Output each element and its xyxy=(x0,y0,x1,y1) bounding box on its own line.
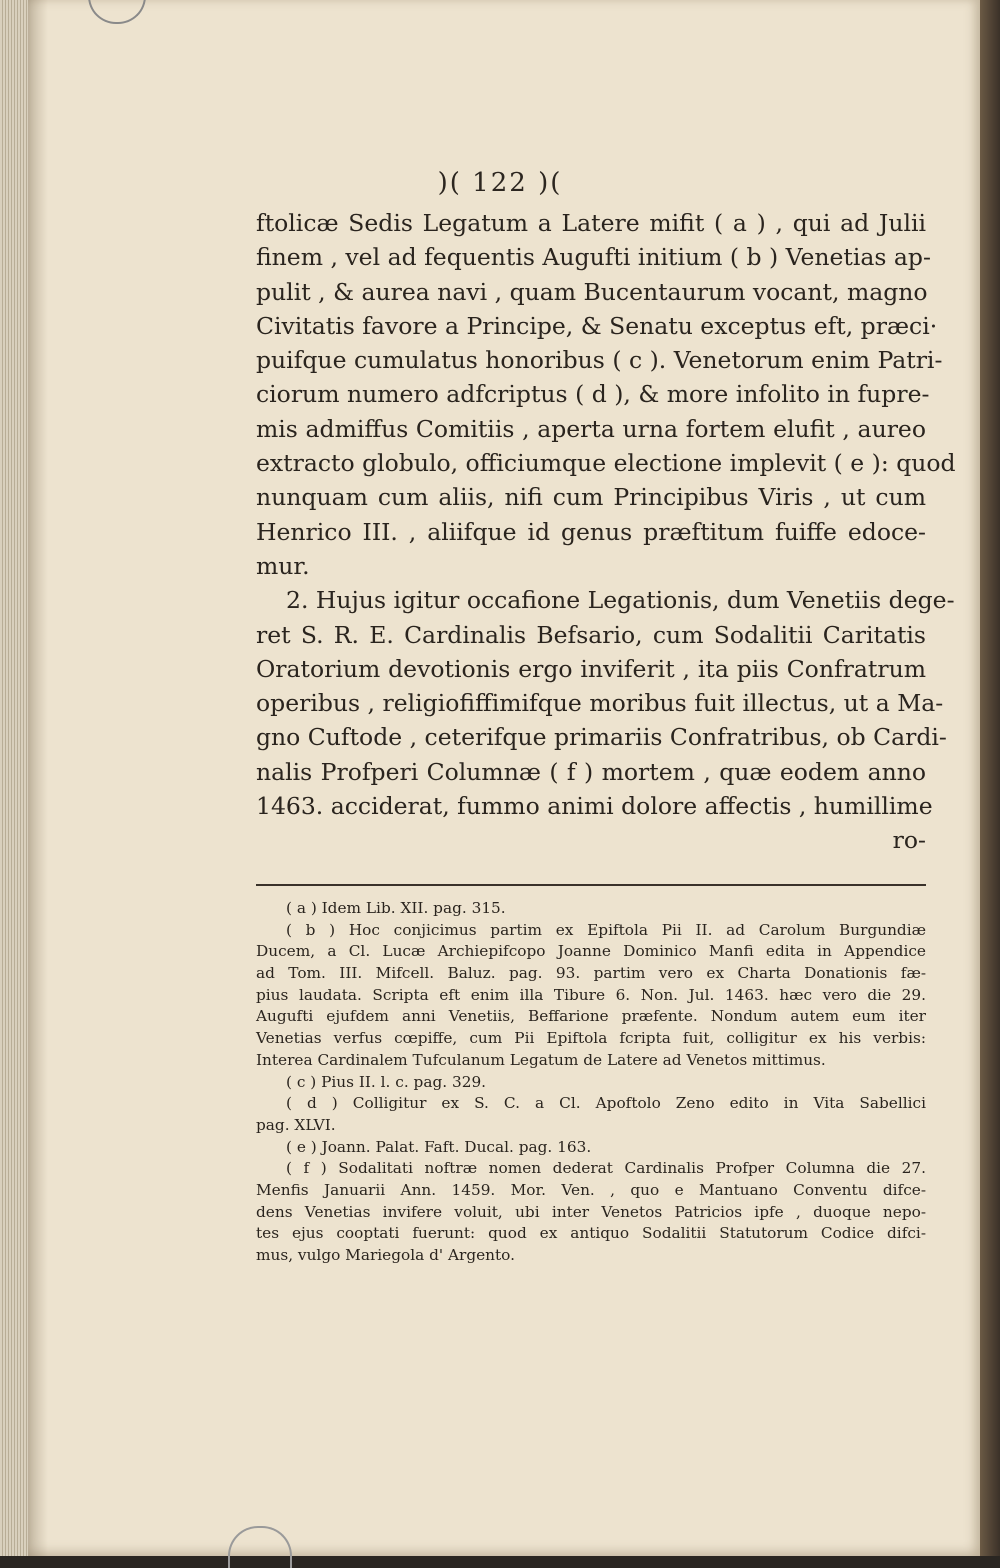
footnote-line: ( c ) Pius II. l. c. pag. 329. xyxy=(286,1072,487,1091)
text-line: mis admiffus Comitiis , aperta urna fortem elufit , aureo xyxy=(256,414,926,443)
text-line: 1463. acciderat, fummo animi dolore affectis , humillime xyxy=(256,792,933,821)
text-line: ro- xyxy=(892,826,926,855)
footnote-line: pius laudata. Scripta eft enim illa Tibure 6. Non. Jul. 1463. hæc vero die 29. xyxy=(256,985,926,1004)
text-line: mur. xyxy=(256,551,310,580)
book-cover-edge xyxy=(980,0,1000,1556)
text-line: gno Cuftode , ceterifque primariis Confratribus, ob Cardi- xyxy=(256,723,947,752)
text-line: pulit , & aurea navi , quam Bucentaurum vocant, magno xyxy=(256,277,928,306)
text-line: nunquam cum aliis, nifi cum Principibus Viris , ut cum xyxy=(256,483,926,512)
footnote-rule xyxy=(256,884,926,886)
text-line: extracto globulo, officiumque electione implevit ( e ): quod xyxy=(256,449,956,478)
footnote-line: tes ejus cooptati fuerunt: quod ex antiquo Sodalitii Statutorum Codice difci- xyxy=(256,1224,926,1243)
footnote-line: Venetias verfus cœpiffe, cum Pii Epiftola fcripta fuit, colligitur ex his verbis: xyxy=(256,1029,926,1048)
footnote-line: Ducem, a Cl. Lucæ Archiepifcopo Joanne Dominico Manfi edita in Appendice xyxy=(256,942,926,961)
footnote-line: ( d ) Colligitur ex S. C. a Cl. Apoftolo Zeno edito in Vita Sabellici xyxy=(286,1094,926,1113)
text-line: ciorum numero adfcriptus ( d ), & more infolito in fupre- xyxy=(256,380,930,409)
text-line: 2. Hujus igitur occafione Legationis, dum Venetiis dege- xyxy=(286,586,955,615)
footnote-line: ( a ) Idem Lib. XII. pag. 315. xyxy=(286,899,506,917)
text-line: ftolicæ Sedis Legatum a Latere mifit ( a ) , qui ad Julii xyxy=(256,209,926,237)
footnote-line: ( e ) Joann. Palat. Faft. Ducal. pag. 163. xyxy=(286,1137,592,1156)
footnote-line: ad Tom. III. Mifcell. Baluz. pag. 93. partim vero ex Charta Donationis fæ- xyxy=(256,964,926,983)
text-line: nalis Profperi Columnæ ( f ) mortem , quæ eodem anno xyxy=(256,757,926,786)
page-edges xyxy=(0,0,28,1556)
footnote-line: ( b ) Hoc conjicimus partim ex Epiftola Pii II. ad Carolum Burgundiæ xyxy=(286,920,926,939)
main-text xyxy=(256,206,956,858)
footnote-line: Interea Cardinalem Tufculanum Legatum de Latere ad Venetos mittimus. xyxy=(256,1050,826,1069)
text-line: operibus , religiofiffimifque moribus fuit illectus, ut a Ma- xyxy=(256,689,944,718)
footnote-line: dens Venetias invifere voluit, ubi inter Venetos Patricios ipfe , duoque nepo- xyxy=(256,1202,926,1221)
footnote-line: Menfis Januarii Ann. 1459. Mor. Ven. , quo e Mantuano Conventu difce- xyxy=(256,1180,926,1199)
footnote-line: mus, vulgo Mariegola d' Argento. xyxy=(256,1246,515,1264)
footnote-line: ( f ) Sodalitati noftræ nomen dederat Cardinalis Profper Columna die 27. xyxy=(286,1159,926,1178)
spine-shadow xyxy=(28,0,48,1556)
text-line: Oratorium devotionis ergo inviferit , ita piis Confratrum xyxy=(256,654,926,683)
footnotes xyxy=(256,898,926,1267)
text-line: finem , vel ad fequentis Augufti initium ( b ) Venetias ap- xyxy=(256,243,931,272)
text-line: Henrico III. , aliifque id genus præftitum fuiffe edoce- xyxy=(256,517,926,546)
footnote-line: Augufti ejufdem anni Venetiis, Beffarione præfente. Nondum autem eum iter xyxy=(256,1007,926,1026)
text-line: ret S. R. E. Cardinalis Befsario, cum Sodalitii Caritatis xyxy=(256,620,926,649)
footnote-line: pag. XLVI. xyxy=(256,1115,336,1134)
text-line: Civitatis favore a Principe, & Senatu exceptus eft, præci· xyxy=(256,311,938,340)
text-line: puifque cumulatus honoribus ( c ). Venetorum enim Patri- xyxy=(256,346,943,375)
page-number: )( 122 )( xyxy=(437,168,563,198)
